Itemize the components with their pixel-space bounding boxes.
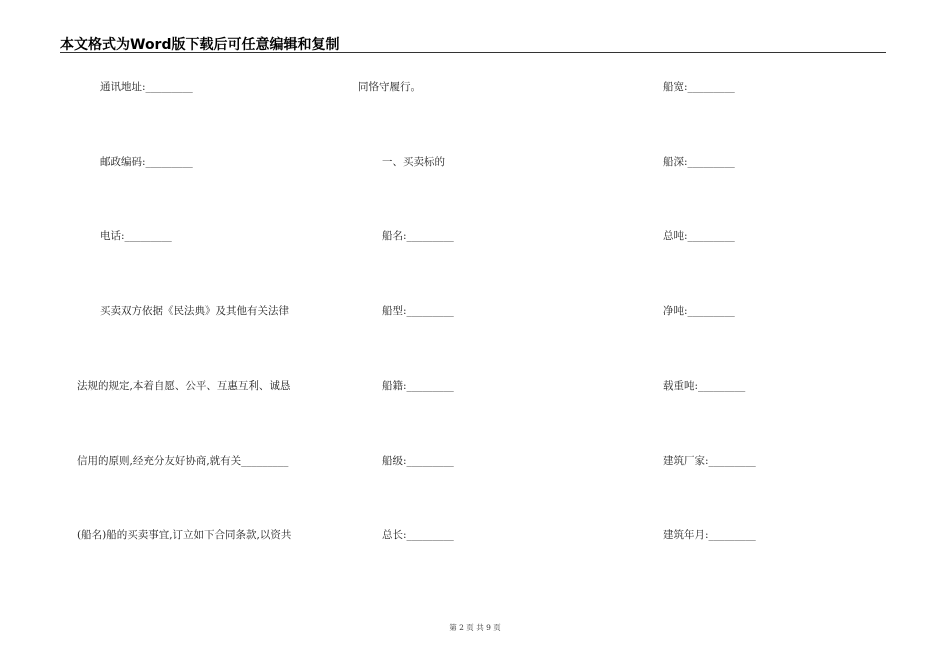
right-field-build-date: 建筑年月:_________ [663,529,756,541]
header-divider [60,52,886,53]
middle-field-ship-name: 船名:_________ [382,230,454,242]
left-line-paragraph-3: 信用的原则,经充分友好协商,就有关_________ [77,455,289,467]
middle-line-continuation: 同恪守履行。 [358,81,421,93]
right-field-depth: 船深:_________ [663,156,735,168]
document-header-title: 本文格式为Word版下载后可任意编辑和复制 [60,37,340,53]
middle-field-class: 船级:_________ [382,455,454,467]
right-field-builder: 建筑厂家:_________ [663,455,756,467]
middle-section-heading: 一、买卖标的 [382,156,445,168]
middle-field-ship-type: 船型:_________ [382,305,454,317]
page-number: 第 2 页 共 9 页 [449,623,501,632]
left-line-phone: 电话:_________ [100,230,172,242]
middle-field-registry: 船籍:_________ [382,380,454,392]
left-line-paragraph-1: 买卖双方依据《民法典》及其他有关法律 [100,305,289,317]
right-field-net-tonnage: 净吨:_________ [663,305,735,317]
right-field-beam: 船宽:_________ [663,81,735,93]
middle-field-length: 总长:_________ [382,529,454,541]
right-field-gross-tonnage: 总吨:_________ [663,230,735,242]
left-line-paragraph-4: (船名)船的买卖事宜,订立如下合同条款,以资共 [77,529,292,541]
left-line-paragraph-2: 法规的规定,本着自愿、公平、互惠互利、诚恳 [77,380,291,392]
left-line-postcode: 邮政编码:_________ [100,156,193,168]
right-field-deadweight: 载重吨:_________ [663,380,746,392]
left-line-address: 通讯地址:_________ [100,81,193,93]
